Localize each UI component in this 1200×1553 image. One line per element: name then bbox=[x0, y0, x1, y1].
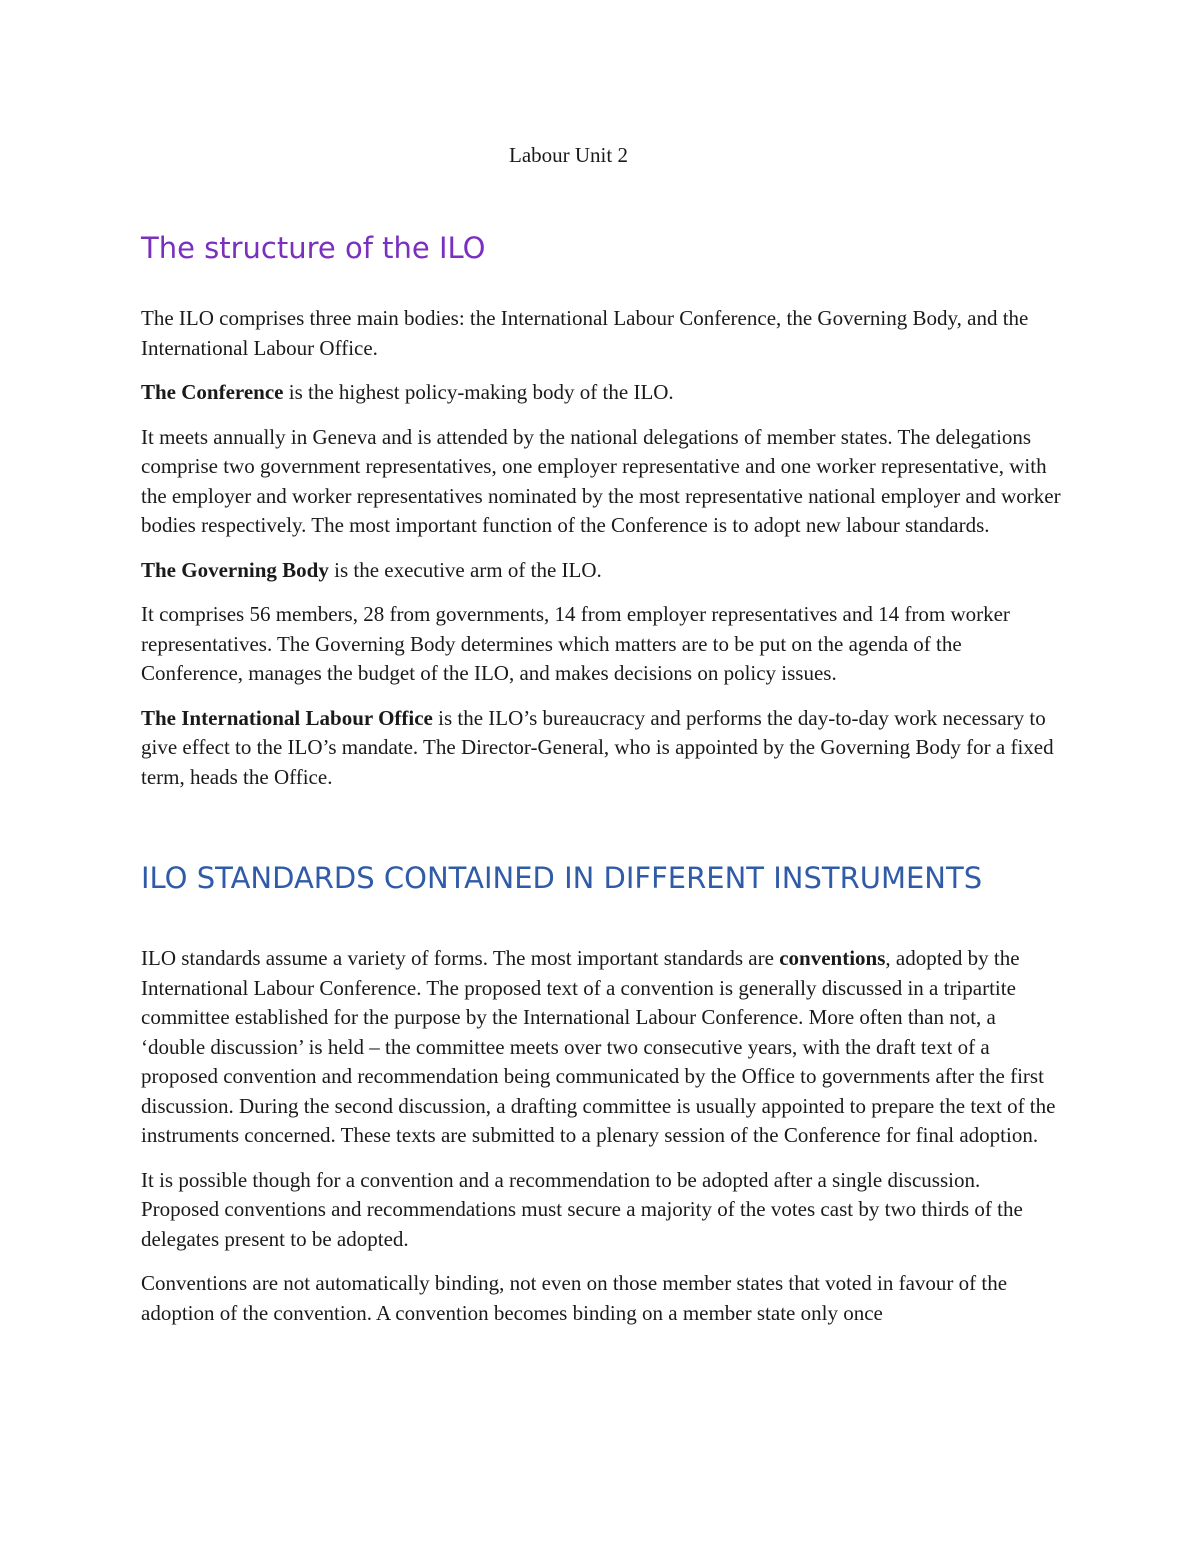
paragraph-governing-body-details: It comprises 56 members, 28 from governments, 14 from employer representatives and 14 from worker representatives. The Governing Body determines which matters are to be put on the agenda of the Conference, manages the budget of the ILO, and makes decisions on policy issues. bbox=[141, 602, 1010, 685]
paragraph-text: is the highest policy-making body of the ILO. bbox=[283, 380, 674, 404]
document-header: Labour Unit 2 bbox=[509, 143, 628, 167]
paragraph-binding: Conventions are not automatically binding, not even on those member states that voted in favour of the adoption of the convention. A convention becomes binding on a member state only once bbox=[141, 1271, 1008, 1325]
term-governing-body: The Governing Body bbox=[141, 557, 329, 582]
paragraph-standards-forms bbox=[141, 944, 1061, 1151]
term-labour-office: The International Labour Office bbox=[141, 705, 433, 730]
term-conference: The Conference bbox=[141, 380, 284, 404]
paragraph-conference bbox=[141, 378, 1061, 408]
paragraph-ilo-bodies: The ILO comprises three main bodies: the International Labour Conference, the Governing Body, and the International Labour Office. bbox=[141, 306, 1029, 360]
paragraph-conference-details: It meets annually in Geneva and is attended by the national delegations of member states. The delegations comprise two government representatives, one employer representative and one worker representative, with the employer and worker representatives nominated by the most representative national employer and worker bodies respectively. The most important function of the Conference is to adopt new labour standards. bbox=[141, 424, 1061, 537]
paragraph-text: , adopted by the International Labour Conference. The proposed text of a convention is generally discussed in a tripartite committee established for the purpose by the International Labour Conference. More often than not, a ‘double discussion’ is held – the committee meets over two consecutive years, with the draft text of a proposed convention and recommendation being communicated by the Office to governments after the first discussion. During the second discussion, a drafting committee is usually appointed to prepare the text of the instruments concerned. These texts are submitted to a plenary session of the Conference for final adoption. bbox=[141, 946, 1056, 1147]
paragraph-text: ILO standards assume a variety of forms. The most important standards are bbox=[141, 946, 780, 970]
paragraph-governing-body bbox=[141, 556, 1061, 586]
paragraph-labour-office bbox=[141, 704, 1061, 793]
term-conventions: conventions bbox=[779, 946, 886, 970]
section-heading-structure: The structure of the ILO bbox=[141, 231, 486, 265]
section-heading-standards: ILO STANDARDS CONTAINED IN DIFFERENT INSTRUMENTS bbox=[141, 861, 983, 895]
paragraph-text: is the executive arm of the ILO. bbox=[328, 557, 602, 582]
paragraph-single-discussion: It is possible though for a convention and a recommendation to be adopted after a single discussion. Proposed conventions and recommendations must secure a majority of the votes cast by two thirds of the delegates present to be adopted. bbox=[141, 1167, 1023, 1251]
document-body bbox=[141, 140, 1061, 1343]
paragraph-text: is the ILO’s bureaucracy and performs the day-to-day work necessary to give effect to the ILO’s mandate. The Director-General, who is appointed by the Governing Body for a fixed term, heads the Office. bbox=[141, 705, 1054, 789]
